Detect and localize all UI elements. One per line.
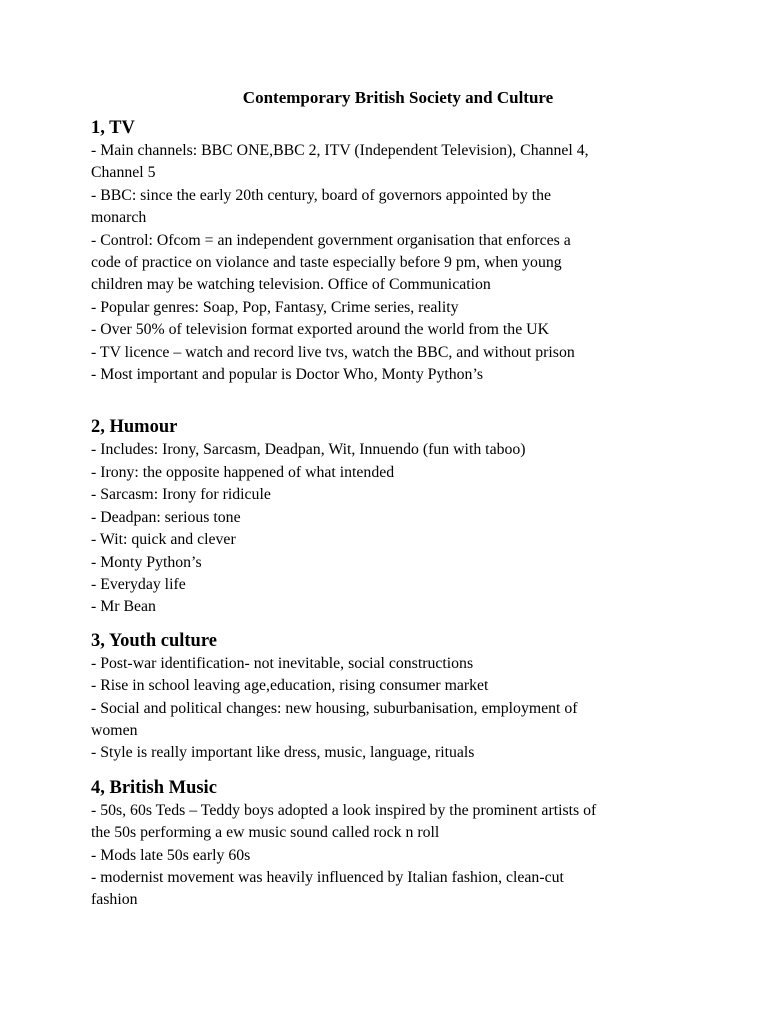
body-line: children may be watching television. Office of Communication	[91, 276, 491, 294]
body-line: - Includes: Irony, Sarcasm, Deadpan, Wit, Innuendo (fun with taboo)	[91, 441, 526, 459]
section-heading: 1, TV	[91, 118, 135, 138]
body-line: women	[91, 721, 138, 739]
body-line: - Social and political changes: new housing, suburbanisation, employment of	[91, 699, 578, 717]
body-line: code of practice on violance and taste especially before 9 pm, when young	[91, 254, 562, 272]
body-line: - Popular genres: Soap, Pop, Fantasy, Crime series, reality	[91, 298, 459, 316]
body-line: Channel 5	[91, 164, 156, 182]
body-line: - Sarcasm: Irony for ridicule	[91, 486, 271, 504]
section-heading: 4, British Music	[91, 777, 217, 798]
body-line: - modernist movement was heavily influenced by Italian fashion, clean-cut	[91, 868, 564, 886]
body-line: - Everyday life	[91, 575, 186, 593]
body-line: fashion	[91, 891, 138, 909]
document-page	[91, 86, 681, 912]
section-spacer	[91, 619, 681, 629]
body-line: - Deadpan: serious tone	[91, 508, 241, 526]
body-line: - Rise in school leaving age,education, rising consumer market	[91, 677, 489, 695]
body-line: - Monty Python’s	[91, 553, 202, 571]
body-line: - Mr Bean	[91, 598, 156, 616]
section-heading: 2, Humour	[91, 417, 178, 438]
section-humour	[91, 415, 681, 618]
body-line: - Irony: the opposite happened of what intended	[91, 463, 395, 481]
section-british-music	[91, 776, 681, 912]
body-line: - Wit: quick and clever	[91, 531, 236, 549]
section-youth-culture	[91, 629, 681, 765]
body-line: - Style is really important like dress, music, language, rituals	[91, 744, 475, 762]
body-line: - Over 50% of television format exported around the world from the UK	[91, 321, 549, 339]
body-line: - Most important and popular is Doctor Who, Monty Python’s	[91, 366, 483, 384]
body-line: - BBC: since the early 20th century, board of governors appointed by the	[91, 186, 552, 204]
document-title: Contemporary British Society and Culture	[242, 88, 554, 107]
body-line: - TV licence – watch and record live tvs, watch the BBC, and without prison	[91, 343, 575, 361]
section-spacer	[91, 386, 681, 415]
body-line: - 50s, 60s Teds – Teddy boys adopted a look inspired by the prominent artists of	[91, 801, 597, 819]
section-spacer	[91, 765, 681, 776]
body-line: - Main channels: BBC ONE,BBC 2, ITV (Independent Television), Channel 4,	[91, 142, 589, 159]
body-line: the 50s performing a ew music sound called rock n roll	[91, 824, 440, 842]
section-tv	[91, 116, 681, 386]
body-line: - Mods late 50s early 60s	[91, 846, 251, 864]
body-line: - Control: Ofcom = an independent government organisation that enforces a	[91, 231, 571, 249]
body-line: - Post-war identification- not inevitable, social constructions	[91, 654, 474, 672]
section-heading: 3, Youth culture	[91, 630, 217, 651]
body-line: monarch	[91, 209, 147, 227]
